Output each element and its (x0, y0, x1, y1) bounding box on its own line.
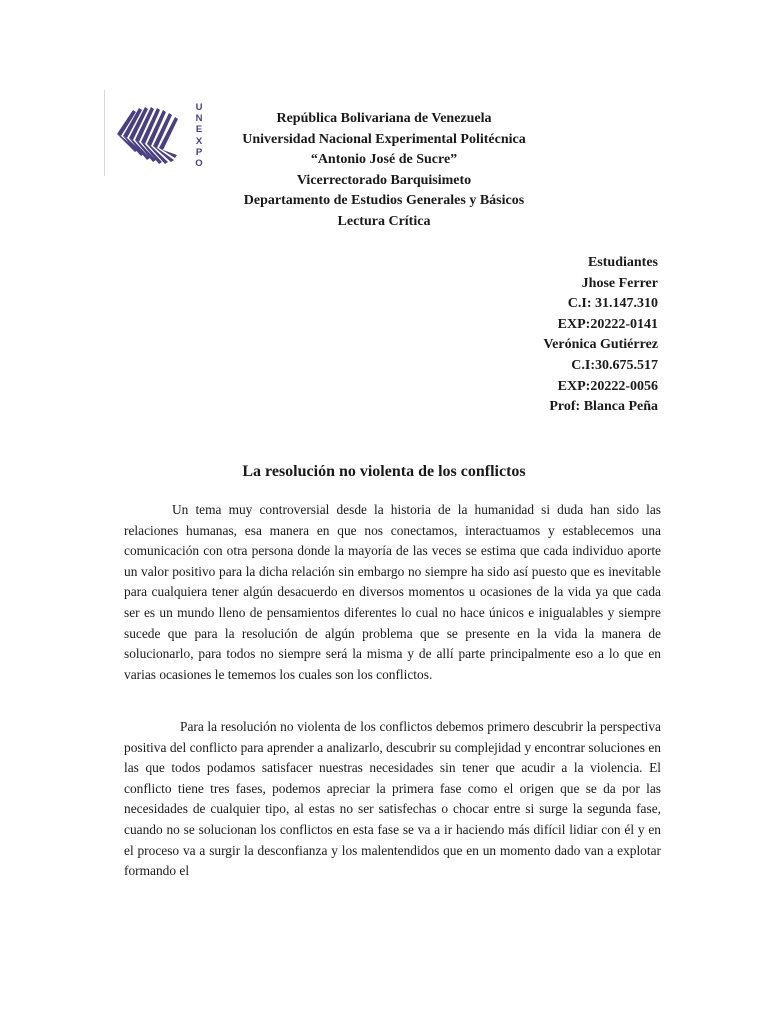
header-line-course: Lectura Crítica (337, 213, 431, 229)
header-line-vicerrectorado: Vicerrectorado Barquisimeto (296, 172, 472, 188)
institution-header (180, 109, 588, 232)
body-paragraph: Para la resolución no violenta de los conflictos debemos primero descubrir la perspectiva positiva del conflicto para aprender a analizarlo, descubrir su complejidad y encontrar soluciones en las que todos podamos satisfacer nuestras necesidades sin tener que acudir a la violencia. El conflicto tiene tres fases, podemos apreciar la primera fase como el origen que se da por las necesidades de cualquier tipo, al estas no ser satisfechas o chocar entre si surge la segunda fase, cuando no se solucionan los conflictos en esta fase se va a ir haciendo más difícil lidiar con él y en el proceso va a surgir la desconfianza y los malentendidos que en un momento dado van a explotar formando el (124, 719, 661, 879)
student-name: Jhose Ferrer (581, 275, 658, 291)
logo-letter: O (195, 158, 203, 170)
header-line-country: República Bolivariana de Venezuela (276, 111, 492, 126)
student-ci: C.I: 31.147.310 (567, 296, 658, 312)
logo-letter: P (195, 146, 203, 158)
student-exp: EXP:20222-0141 (557, 316, 658, 332)
logo-letter: X (195, 135, 203, 147)
students-heading: Estudiantes (587, 255, 658, 270)
header-line-department: Departamento de Estudios Generales y Básicos (243, 193, 525, 208)
student-ci: C.I:30.675.517 (571, 357, 658, 373)
students-block (408, 253, 658, 418)
header-line-university-name: “Antonio José de Sucre” (310, 152, 458, 167)
student-exp: EXP:20222-0056 (557, 378, 658, 394)
body-paragraph: Un tema muy controversial desde la historia de la humanidad si duda han sido las relaciones humanas, esa manera en que nos conectamos, interactuamos y establecemos una comunicación con otra persona donde la mayoría de las veces se estima que cada individuo aporte un valor positivo para la dicha relación sin embargo no siempre ha sido así puesto que es inevitable para cualquiera tener algún desacuerdo en diversos momentos u ocasiones de la vida ya que cada ser es un mundo lleno de pensamientos diferentes lo cual no hace únicos e inigualables y siempre sucede que para la resolución de algún problema que se presente en la vida la manera de solucionarlo, para todos no siempre será la misma y de allí parte principalmente eso a lo que en varias ocasiones le tememos los cuales son los conflictos. (124, 502, 661, 682)
essay-title: La resolución no violenta de los conflictos (242, 463, 526, 480)
professor-name: Prof: Blanca Peña (549, 399, 658, 415)
logo-letter: N (195, 113, 203, 125)
logo-letter: U (195, 102, 203, 113)
header-line-university: Universidad Nacional Experimental Politécnica (242, 131, 526, 147)
logo-letter: E (195, 124, 203, 136)
student-name: Verónica Gutiérrez (543, 337, 658, 353)
